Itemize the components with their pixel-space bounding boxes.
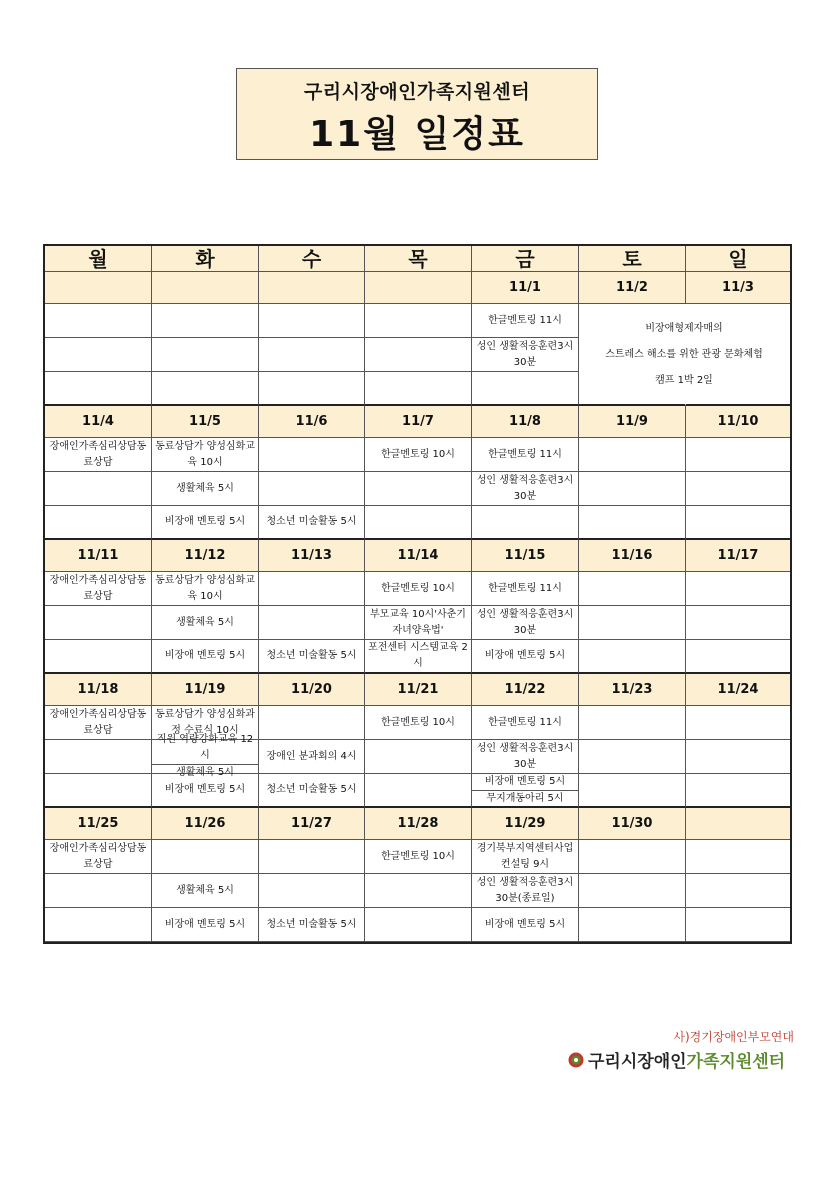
event-entry [267, 749, 357, 765]
event-cell [472, 706, 579, 740]
event-cell [152, 874, 259, 908]
event-cell [152, 438, 259, 472]
event-text: 3시 30분 [513, 474, 574, 502]
event-cell [686, 740, 790, 774]
event-entry [472, 473, 578, 505]
event-row [45, 438, 790, 472]
event-cell [45, 774, 152, 808]
event-text: 장애인가족심리상담 [49, 708, 137, 720]
event-cell [259, 572, 365, 606]
camp-event-line: 스트레스 해소를 위한 관광 문화체험 [605, 349, 763, 360]
event-cell [259, 372, 365, 406]
weekday-label: 금 [472, 246, 579, 272]
event-cell [579, 640, 686, 674]
event-text: 동료상담가 양성 [155, 574, 226, 586]
event-cell [472, 572, 579, 606]
event-text: 생활체육 5시 [176, 884, 234, 896]
event-text: 장애인가족심리상담 [49, 842, 137, 854]
event-cell [472, 774, 579, 808]
event-entry [488, 447, 562, 463]
event-entry [472, 339, 578, 371]
event-text: 심화과정 수료식 10시 [171, 708, 255, 736]
event-entry [485, 917, 565, 933]
event-entry [152, 732, 258, 764]
event-cell [365, 506, 472, 540]
footer-name-a: 구리시장애인 [588, 1052, 687, 1072]
event-text: 한글멘토링 11시 [488, 314, 562, 326]
event-entry [45, 573, 151, 605]
event-entry [267, 782, 357, 798]
event-entry [472, 790, 578, 807]
event-cell [259, 338, 365, 372]
event-entry [267, 648, 357, 664]
event-cell [45, 908, 152, 942]
date-cell [686, 808, 790, 840]
event-text: 장애인가족심리상담 [49, 574, 137, 586]
event-cell [259, 706, 365, 740]
event-entry [365, 640, 471, 672]
event-cell [259, 438, 365, 472]
date-cell: 11/21 [365, 674, 472, 706]
date-cell: 11/25 [45, 808, 152, 840]
event-cell [365, 572, 472, 606]
date-cell: 11/16 [579, 540, 686, 572]
event-cell [365, 472, 472, 506]
camp-event-line: 캠프 1박 2일 [655, 375, 713, 386]
date-cell: 11/30 [579, 808, 686, 840]
event-entry [152, 439, 258, 471]
date-cell: 11/3 [686, 272, 790, 304]
event-entry [152, 573, 258, 605]
event-cell [259, 506, 365, 540]
footer-org: 사)경기장애인부모연대 [673, 1030, 794, 1044]
event-cell [152, 840, 259, 874]
date-cell: 11/29 [472, 808, 579, 840]
date-cell [259, 272, 365, 304]
event-cell [579, 438, 686, 472]
footer-name-b: 가족지원센터 [686, 1052, 786, 1072]
event-entry [165, 917, 245, 933]
event-cell [579, 572, 686, 606]
event-cell [259, 908, 365, 942]
event-text: 청소년 미술활동 5시 [266, 650, 357, 661]
event-cell [152, 572, 259, 606]
event-cell [472, 840, 579, 874]
date-cell: 11/22 [472, 674, 579, 706]
center-logo-icon [568, 1052, 584, 1068]
event-entry [45, 841, 151, 873]
event-row [45, 874, 790, 908]
date-cell: 11/23 [579, 674, 686, 706]
event-cell [686, 472, 790, 506]
event-cell [259, 840, 365, 874]
event-text: 비장애 멘토링 5시 [164, 650, 246, 661]
date-row [45, 540, 790, 572]
event-text: 경기북부지역센터 [476, 842, 554, 854]
event-cell [152, 472, 259, 506]
event-cell [472, 338, 579, 372]
event-cell [45, 572, 152, 606]
event-text: 3시 30분 [513, 608, 574, 636]
event-row [45, 472, 790, 506]
event-cell [45, 338, 152, 372]
event-entry [165, 648, 245, 664]
date-cell: 11/5 [152, 406, 259, 438]
event-cell [152, 304, 259, 338]
event-text: 사업컨설팅 9시 [500, 842, 574, 870]
event-cell [472, 372, 579, 406]
event-text: 무지개동아리 5시 [486, 792, 564, 804]
event-cell [686, 706, 790, 740]
event-entry [45, 439, 151, 471]
event-cell [579, 874, 686, 908]
event-text: 3시 30분(종료일) [495, 876, 574, 904]
event-text: 동료상담가 양성 [155, 440, 226, 452]
event-entry [365, 607, 471, 639]
event-cell [45, 606, 152, 640]
event-cell [365, 740, 472, 774]
event-entry [176, 481, 234, 497]
event-cell [472, 472, 579, 506]
event-text: 동료상담 [83, 440, 147, 468]
event-cell [686, 774, 790, 808]
date-cell: 11/26 [152, 808, 259, 840]
event-text: 한글멘토링 10시 [381, 582, 455, 594]
event-cell [365, 640, 472, 674]
event-entry [472, 741, 578, 773]
event-text: 비장애 멘토링 5시 [164, 516, 246, 527]
date-cell: 11/27 [259, 808, 365, 840]
event-cell [259, 304, 365, 338]
event-row [45, 908, 790, 942]
event-cell [45, 304, 152, 338]
event-cell [365, 874, 472, 908]
date-cell: 11/13 [259, 540, 365, 572]
date-cell: 11/18 [45, 674, 152, 706]
event-cell [686, 506, 790, 540]
event-text: 청소년 미술활동 5시 [266, 918, 357, 930]
event-entry [488, 581, 562, 597]
date-cell: 11/15 [472, 540, 579, 572]
date-row [45, 808, 790, 840]
event-row [45, 734, 790, 778]
date-cell: 11/6 [259, 406, 365, 438]
camp-event [578, 304, 790, 406]
event-text: 비장애 멘토링 5시 [164, 918, 246, 930]
event-cell [45, 506, 152, 540]
event-cell [686, 438, 790, 472]
event-cell [152, 908, 259, 942]
event-text: 한글멘토링 10시 [381, 716, 455, 728]
event-text: 동료상담 [83, 574, 147, 602]
event-cell [579, 706, 686, 740]
event-cell [579, 840, 686, 874]
event-cell [259, 640, 365, 674]
event-entry [267, 917, 357, 933]
event-text: 생활체육 5시 [176, 616, 234, 628]
date-cell: 11/10 [686, 406, 790, 438]
event-text: 생활체육 5시 [176, 767, 234, 778]
date-row [45, 406, 790, 438]
event-text: 심화교육 10시 [187, 574, 255, 602]
event-text: 비장애 멘토링 5시 [484, 918, 566, 930]
event-cell [472, 606, 579, 640]
event-cell [45, 438, 152, 472]
event-cell [259, 606, 365, 640]
date-row [45, 674, 790, 706]
event-entry [381, 849, 455, 865]
event-text: 동료상담가 양성 [155, 708, 226, 720]
event-cell [365, 304, 472, 338]
event-row [45, 840, 790, 874]
event-entry [176, 883, 234, 899]
weekday-header [45, 246, 790, 272]
event-row [45, 774, 790, 808]
title-box [236, 68, 598, 160]
event-text: 동료상담 [83, 842, 147, 870]
event-text: 성인 생활적응훈련 [476, 876, 558, 888]
event-text: 장애인가족심리상담 [49, 440, 137, 452]
event-text: 포전센터 시스템 [368, 642, 439, 653]
event-cell [579, 506, 686, 540]
event-entry [472, 841, 578, 873]
date-cell: 11/14 [365, 540, 472, 572]
event-text: 한글멘토링 10시 [381, 448, 455, 460]
event-entry [381, 581, 455, 597]
event-entry [267, 514, 357, 530]
event-entry [472, 607, 578, 639]
date-cell: 11/7 [365, 406, 472, 438]
date-cell: 11/11 [45, 540, 152, 572]
event-text: 심화교육 10시 [187, 440, 255, 468]
event-cell [472, 908, 579, 942]
date-cell: 11/28 [365, 808, 472, 840]
event-cell [472, 304, 579, 338]
date-row [45, 272, 790, 304]
event-text: 성인 생활적응훈련 [476, 340, 558, 352]
event-cell [579, 472, 686, 506]
event-cell [365, 706, 472, 740]
event-entry [381, 715, 455, 731]
event-row [45, 606, 790, 640]
event-cell [45, 706, 152, 740]
event-cell [579, 740, 686, 774]
weekday-label: 토 [579, 246, 686, 272]
event-text: '사춘기 자녀양육법' [392, 608, 466, 636]
event-cell [579, 908, 686, 942]
event-cell [259, 472, 365, 506]
event-text: 생활체육 5시 [176, 482, 234, 494]
event-text: 성인 생활적응훈련 [476, 742, 558, 754]
weekday-label: 월 [45, 246, 152, 272]
date-cell [365, 272, 472, 304]
event-text: 직원 역량강화교육 12시 [156, 734, 254, 761]
footer-logo [568, 1028, 800, 1072]
event-cell [472, 640, 579, 674]
event-cell [152, 506, 259, 540]
event-text: 부모교육 10시 [370, 608, 435, 620]
event-text: 청소년 미술활동 5시 [266, 516, 357, 527]
date-cell [152, 272, 259, 304]
event-entry [485, 774, 565, 790]
date-cell: 11/1 [472, 272, 579, 304]
event-text: 장애인 분과회의 4시 [266, 750, 357, 762]
date-cell: 11/8 [472, 406, 579, 438]
date-cell [45, 272, 152, 304]
event-cell [365, 372, 472, 406]
event-text: 성인 생활적응훈련 [476, 608, 558, 620]
event-cell [579, 606, 686, 640]
event-cell [686, 572, 790, 606]
event-cell [686, 874, 790, 908]
page-title: 11월 일정표 [309, 114, 525, 155]
date-cell: 11/17 [686, 540, 790, 572]
event-entry [485, 648, 565, 664]
event-entry [165, 782, 245, 798]
event-cell [45, 640, 152, 674]
event-cell [259, 774, 365, 808]
event-text: 비장애 멘토링 5시 [484, 650, 566, 661]
event-text: 3시 30분 [513, 340, 574, 368]
event-cell [45, 740, 152, 774]
event-row [45, 640, 790, 674]
event-cell [365, 438, 472, 472]
event-cell [152, 372, 259, 406]
event-text: 한글멘토링 11시 [488, 582, 562, 594]
event-cell [45, 372, 152, 406]
event-entry [381, 447, 455, 463]
event-text: 청소년 미술활동 5시 [266, 784, 357, 795]
event-cell [45, 874, 152, 908]
weekday-label: 목 [365, 246, 472, 272]
date-cell: 11/19 [152, 674, 259, 706]
date-cell: 11/2 [579, 272, 686, 304]
event-text: 한글멘토링 11시 [488, 716, 562, 728]
date-cell: 11/9 [579, 406, 686, 438]
event-cell [152, 606, 259, 640]
event-entry [488, 313, 562, 329]
event-text: 한글멘토링 10시 [381, 850, 455, 862]
event-cell [365, 338, 472, 372]
org-title: 구리시장애인가족지원센터 [303, 81, 531, 103]
event-cell [579, 774, 686, 808]
event-cell [472, 874, 579, 908]
event-cell [472, 438, 579, 472]
event-row [45, 572, 790, 606]
event-cell [45, 472, 152, 506]
event-cell [686, 640, 790, 674]
event-cell [152, 774, 259, 808]
weekday-label: 수 [259, 246, 365, 272]
event-entry [45, 707, 151, 739]
event-cell [152, 734, 259, 778]
event-cell [686, 606, 790, 640]
event-entry [176, 615, 234, 631]
event-text: 동료상담 [83, 708, 147, 736]
event-cell [472, 506, 579, 540]
event-text: 3시 30분 [513, 742, 574, 770]
event-cell [259, 740, 365, 774]
event-text: 교육 2시 [413, 642, 468, 669]
event-text: 비장애 멘토링 5시 [484, 775, 566, 787]
event-cell [686, 908, 790, 942]
date-cell: 11/24 [686, 674, 790, 706]
event-cell [152, 640, 259, 674]
event-entry [488, 715, 562, 731]
event-cell [45, 840, 152, 874]
date-cell: 11/4 [45, 406, 152, 438]
event-row [45, 506, 790, 540]
event-entry [472, 875, 578, 907]
event-cell [259, 874, 365, 908]
event-cell [686, 840, 790, 874]
event-cell [365, 908, 472, 942]
weekday-label: 화 [152, 246, 259, 272]
event-text: 성인 생활적응훈련 [476, 474, 558, 486]
event-cell [365, 774, 472, 808]
footer-center-name [568, 1047, 800, 1072]
event-cell [152, 338, 259, 372]
event-text: 비장애 멘토링 5시 [164, 784, 246, 795]
event-entry [165, 514, 245, 530]
date-cell: 11/12 [152, 540, 259, 572]
event-text: 한글멘토링 11시 [488, 448, 562, 460]
event-cell [472, 740, 579, 774]
date-cell: 11/20 [259, 674, 365, 706]
event-cell [365, 606, 472, 640]
camp-event-line: 비장애형제자매의 [645, 323, 723, 334]
weekday-label: 일 [686, 246, 790, 272]
event-cell [365, 840, 472, 874]
